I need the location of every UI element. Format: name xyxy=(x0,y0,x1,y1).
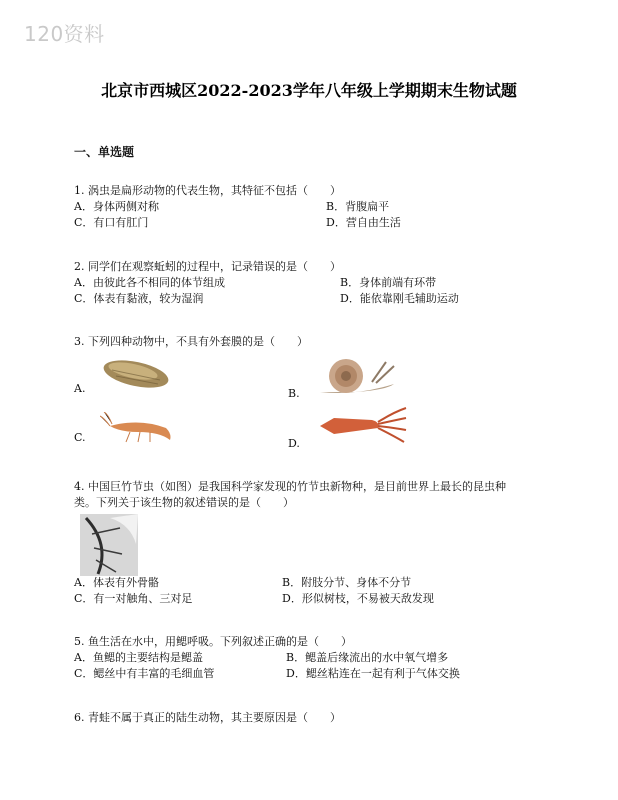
question-3-option-c: C. xyxy=(74,431,86,444)
question-4-option-c: C．有一对触角、三对足 xyxy=(74,592,193,605)
question-4-stem-line1: 4. 中国巨竹节虫（如图）是我国科学家发现的竹节虫新物种，是目前世界上最长的昆虫种 xyxy=(74,480,506,493)
question-1-option-d: D．营自由生活 xyxy=(326,216,401,229)
question-1-option-c: C．有口有肛门 xyxy=(74,216,149,229)
question-2-stem: 2. 同学们在观察蚯蚓的过程中，记录错误的是（ ） xyxy=(74,260,341,273)
shrimp-image xyxy=(100,412,180,444)
section-heading: 一、单选题 xyxy=(74,145,135,159)
question-2-option-d: D．能依靠刚毛辅助运动 xyxy=(340,292,459,305)
question-4-option-a: A．体表有外骨骼 xyxy=(74,576,159,589)
question-4-option-d: D．形似树枝，不易被天敌发现 xyxy=(282,592,434,605)
question-3-option-a: A. xyxy=(74,382,86,395)
question-5-option-d: D．鳃丝粘连在一起有利于气体交换 xyxy=(286,667,460,680)
question-5-option-a: A．鱼鳃的主要结构是鳃盖 xyxy=(74,651,203,664)
question-6-stem: 6. 青蛙不属于真正的陆生动物，其主要原因是（ ） xyxy=(74,711,341,724)
watermark: 120资料 xyxy=(24,22,105,46)
stick-insect-image xyxy=(80,514,138,576)
question-3-option-b: B. xyxy=(288,387,300,400)
question-2-option-c: C．体表有黏液，较为湿润 xyxy=(74,292,204,305)
snail-image xyxy=(316,352,398,398)
question-5-option-b: B．鳃盖后缘流出的水中氧气增多 xyxy=(286,651,449,664)
question-3-option-d: D. xyxy=(288,437,300,450)
pupa-image xyxy=(100,356,172,392)
question-5-stem: 5. 鱼生活在水中，用鳃呼吸。下列叙述正确的是（ ） xyxy=(74,635,352,648)
question-1-option-a: A．身体两侧对称 xyxy=(74,200,159,213)
squid-image xyxy=(316,404,408,444)
question-2-option-b: B．身体前端有环带 xyxy=(340,276,437,289)
question-3-stem: 3. 下列四种动物中，不具有外套膜的是（ ） xyxy=(74,335,308,348)
question-1-stem: 1. 涡虫是扁形动物的代表生物，其特征不包括（ ） xyxy=(74,184,341,197)
question-1-option-b: B．背腹扁平 xyxy=(326,200,390,213)
question-5-option-c: C．鳃丝中有丰富的毛细血管 xyxy=(74,667,215,680)
question-4-stem-line2: 类。下列关于该生物的叙述错误的是（ ） xyxy=(74,496,294,509)
page-title: 北京市西城区2022-2023学年八年级上学期期末生物试题 xyxy=(101,81,517,100)
question-4-option-b: B．附肢分节、身体不分节 xyxy=(282,576,412,589)
question-2-option-a: A．由彼此各不相同的体节组成 xyxy=(74,276,225,289)
